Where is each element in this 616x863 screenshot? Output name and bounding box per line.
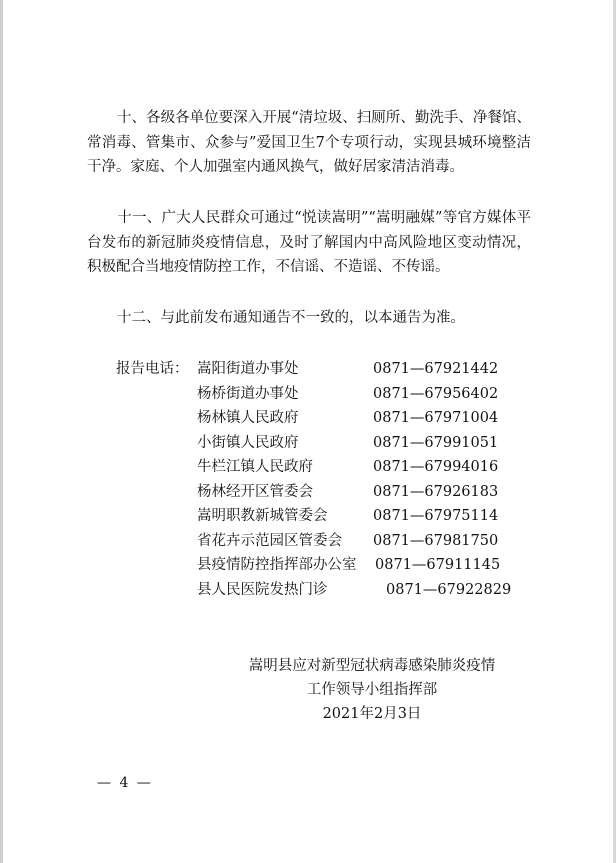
phone-number: 0871—67971004 bbox=[373, 410, 499, 426]
phone-number: 0871—67921442 bbox=[373, 361, 499, 377]
phone-unit-name: 小街镇人民政府 bbox=[197, 434, 299, 451]
report-phone-label: 报告电话： bbox=[116, 361, 189, 377]
phone-unit-name: 县人民医院发热门诊 bbox=[197, 581, 328, 598]
phone-number: 0871—67975114 bbox=[373, 508, 499, 524]
signature-department: 工作领导小组指挥部 bbox=[306, 682, 438, 698]
phone-number: 0871—67956402 bbox=[373, 385, 499, 402]
phone-unit-name: 嵩阳街道办事处 bbox=[197, 361, 299, 377]
paragraph-twelve bbox=[87, 306, 531, 331]
phone-unit-name: 杨林经开区管委会 bbox=[197, 483, 313, 500]
phone-number: 0871—67911145 bbox=[375, 557, 501, 573]
signature-date: 2021年2月3日 bbox=[322, 706, 422, 722]
paragraph-ten-text: 十、各级各单位要深入开展“清垃圾、扫厕所、勤洗手、净餐馆、常消毒、管集市、众参与”爱国卫生7个专项行动，实现县城环境整洁干净。家庭、个人加强室内通风换气，做好居家清洁消毒。 bbox=[87, 110, 531, 175]
phone-unit-name: 省花卉示范园区管委会 bbox=[197, 532, 342, 549]
phone-number: 0871—67994016 bbox=[373, 459, 499, 475]
phone-unit-name: 杨桥街道办事处 bbox=[197, 385, 299, 402]
phone-unit-name: 县疫情防控指挥部办公室 bbox=[197, 557, 357, 573]
phone-unit-name: 嵩明职教新城管委会 bbox=[197, 508, 328, 524]
phone-number: 0871—67991051 bbox=[373, 434, 499, 451]
phone-number: 0871—67926183 bbox=[373, 483, 499, 500]
paragraph-eleven bbox=[87, 206, 531, 280]
phone-number: 0871—67981750 bbox=[373, 532, 499, 549]
signature-organization: 嵩明县应对新型冠状病毒感染肺炎疫情 bbox=[248, 658, 496, 674]
page-number: — 4 — bbox=[97, 775, 153, 791]
paragraph-twelve-text: 十二、与此前发布通知通告不一致的，以本通告为准。 bbox=[117, 310, 465, 326]
phone-unit-name: 杨林镇人民政府 bbox=[197, 410, 299, 426]
paragraph-eleven-text: 十一、广大人民群众可通过“悦读嵩明”“嵩明融媒”等官方媒体平台发布的新冠肺炎疫情信息，及时了解国内中高风险地区变动情况，积极配合当地疫情防控工作，不信谣、不造谣、不传谣。 bbox=[87, 210, 531, 275]
paragraph-ten bbox=[87, 106, 531, 180]
phone-number: 0871—67922829 bbox=[386, 581, 512, 598]
phone-unit-name: 牛栏江镇人民政府 bbox=[197, 459, 313, 475]
